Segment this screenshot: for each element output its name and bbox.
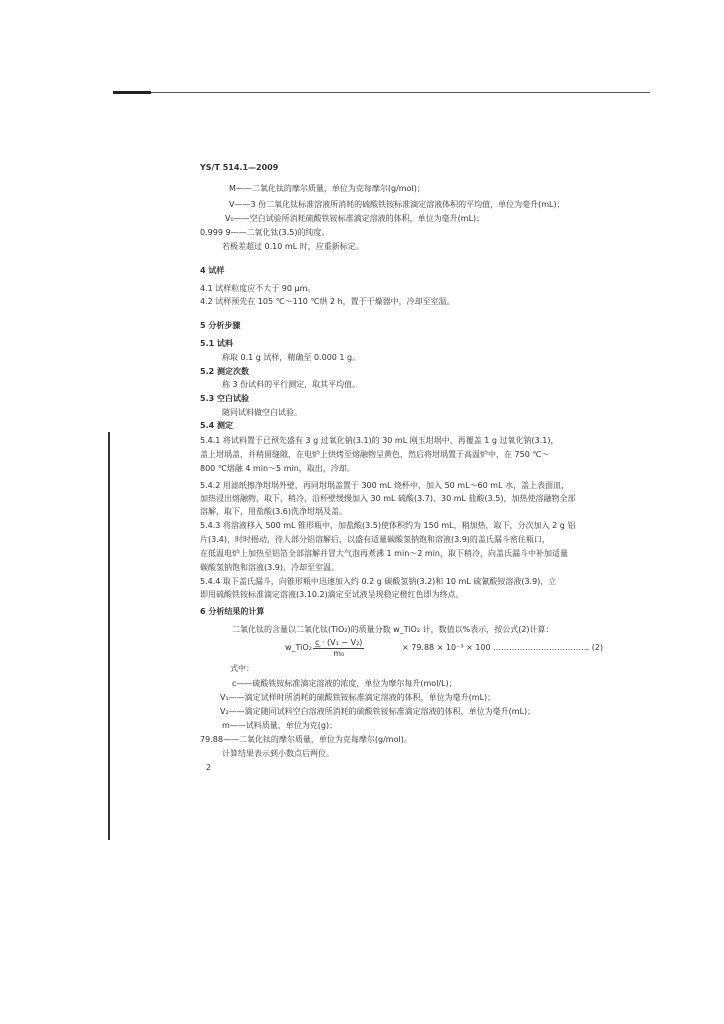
text-line: M——二氧化钛的摩尔质量，单位为克每摩尔(g/mol)； <box>229 184 425 193</box>
text-line: w_TiO₂ = <box>285 643 322 652</box>
text-line: 称取 0.1 g 试样，精确至 0.000 1 g。 <box>222 353 361 362</box>
text-line: 在低温电炉上加热至铝箔全部溶解并冒大气泡再煮沸 1 min～2 min，取下稍冷，向盖氏漏斗中补加适量 <box>200 549 568 558</box>
section-heading: 6 分析结果的计算 <box>200 607 265 616</box>
text-line: 即用硫酸铁铵标准滴定溶液(3.10.2)滴定至试液呈现稳定橙红色即为终点。 <box>200 590 464 599</box>
formula-denominator: m₀ <box>333 649 345 658</box>
text-line: 碳酸氢钠饱和溶液(3.9)，冷却至室温。 <box>200 563 339 572</box>
text-line: V₂——滴定随同试料空白溶液所消耗的硫酸铁铵标准滴定溶液的体积，单位为毫升(mL)； <box>220 707 536 716</box>
section-heading: 5.3 空白试验 <box>200 394 249 403</box>
text-line: V——3 份二氧化钛标准溶液所消耗的硫酸铁铵标准滴定溶液体积的平均值，单位为毫升(mL)； <box>229 200 565 209</box>
text-line: 溶解，取下，用盐酸(3.6)洗净坩埚及盖。 <box>200 507 347 516</box>
section-heading: YS/T 514.1—2009 <box>200 163 279 172</box>
text-line: 5.4.3 将溶液移入 500 mL 锥形瓶中，加盐酸(3.5)使体积约为 150 mL，稍加热，取下，分次加入 2 g 铝 <box>200 521 576 530</box>
text-line: 随同试料做空白试验。 <box>222 408 302 417</box>
text-line: 5.4.1 将试料置于已预先盛有 3 g 过氧化钠(3.1)的 30 mL 刚玉坩埚中，再覆盖 1 g 过氧化钠(3.1)， <box>200 436 559 445</box>
text-line: V₁——滴定试样时所消耗的硫酸铁铵标准滴定溶液的体积，单位为毫升(mL)； <box>220 693 496 702</box>
section-heading: 5.4 测定 <box>200 421 233 430</box>
text-line: 计算结果表示到小数点后两位。 <box>222 749 334 758</box>
text-line: 79.88——二氧化钛的摩尔质量，单位为克每摩尔(g/mol)。 <box>200 735 412 744</box>
section-heading: 5.2 测定次数 <box>200 367 249 376</box>
text-line: 式中： <box>230 664 254 673</box>
text-line: 若极差超过 0.10 mL 时，应重新标定。 <box>222 242 364 251</box>
section-heading: 5.1 试料 <box>200 339 233 348</box>
text-line: 片(3.4)，时时摇动，待人部分铝溶解后，以盛有适量碳酸氢钠饱和溶液(3.9)的盖氏漏斗密住瓶口， <box>200 535 550 544</box>
text-line: V₀——空白试验所消耗硫酸铁铵标准滴定溶液的体积，单位为毫升(mL)； <box>225 214 485 223</box>
text-line: 4.2 试样预先在 105 ℃～110 ℃烘 2 h，置于干燥器中，冷却至室温。 <box>200 297 455 306</box>
text-line: 加热浸出熔融物，取下，稍冷，沿杯壁缓慢加入 30 mL 硫酸(3.7)、30 mL 盐酸(3.5)，加热使溶融物全部 <box>200 494 576 503</box>
text-line: 称 3 份试料的平行测定，取其平均值。 <box>222 380 361 389</box>
top-rule-tab <box>113 91 151 94</box>
text-line: 0.999 9——二氧化钛(3.5)的纯度。 <box>200 228 330 237</box>
text-line: m——试料质量，单位为克(g)； <box>222 721 338 730</box>
text-line: 二氧化钛的含量以二氧化钛(TiO₂)的质量分数 w_TiO₂ 计，数值以%表示，按公式(2)计算： <box>232 625 554 634</box>
text-line: × 79.88 × 10⁻³ × 100 ……………………………… (2) <box>402 643 604 652</box>
section-heading: 4 试样 <box>200 266 225 275</box>
text-line: 5.4.4 取下盖氏漏斗，向锥形瓶中迅速加入约 0.2 g 碳酸氢钠(3.2)和 10 mL 硫氰酸铵溶液(3.9)，立 <box>200 577 557 586</box>
left-margin-rule <box>108 432 110 840</box>
text-line: c——硫酸铁铵标准滴定溶液的浓度，单位为摩尔每升(mol/L)； <box>232 679 457 688</box>
top-rule <box>113 92 650 93</box>
text-line: 5.4.2 用滤纸擦净坩埚外壁，再同坩埚盖置于 300 mL 烧杯中，加入 50 mL～60 mL 水，盖上表面皿， <box>200 481 570 490</box>
formula-fraction <box>313 638 364 659</box>
text-line: 800 ℃熔融 4 min～5 min，取出，冷却。 <box>200 464 355 473</box>
formula-numerator: c · (V₁ − V₂) <box>315 638 363 647</box>
text-line: 盖上坩埚盖，并稍留缝隙，在电炉上烘烤至熔融物呈黄色，然后将坩埚置于高温炉中，在 750 ℃～ <box>200 450 550 459</box>
section-heading: 5 分析步骤 <box>200 321 241 330</box>
text-line: 2 <box>206 763 212 772</box>
text-line: 4.1 试样粒度应不大于 90 μm。 <box>200 284 316 293</box>
